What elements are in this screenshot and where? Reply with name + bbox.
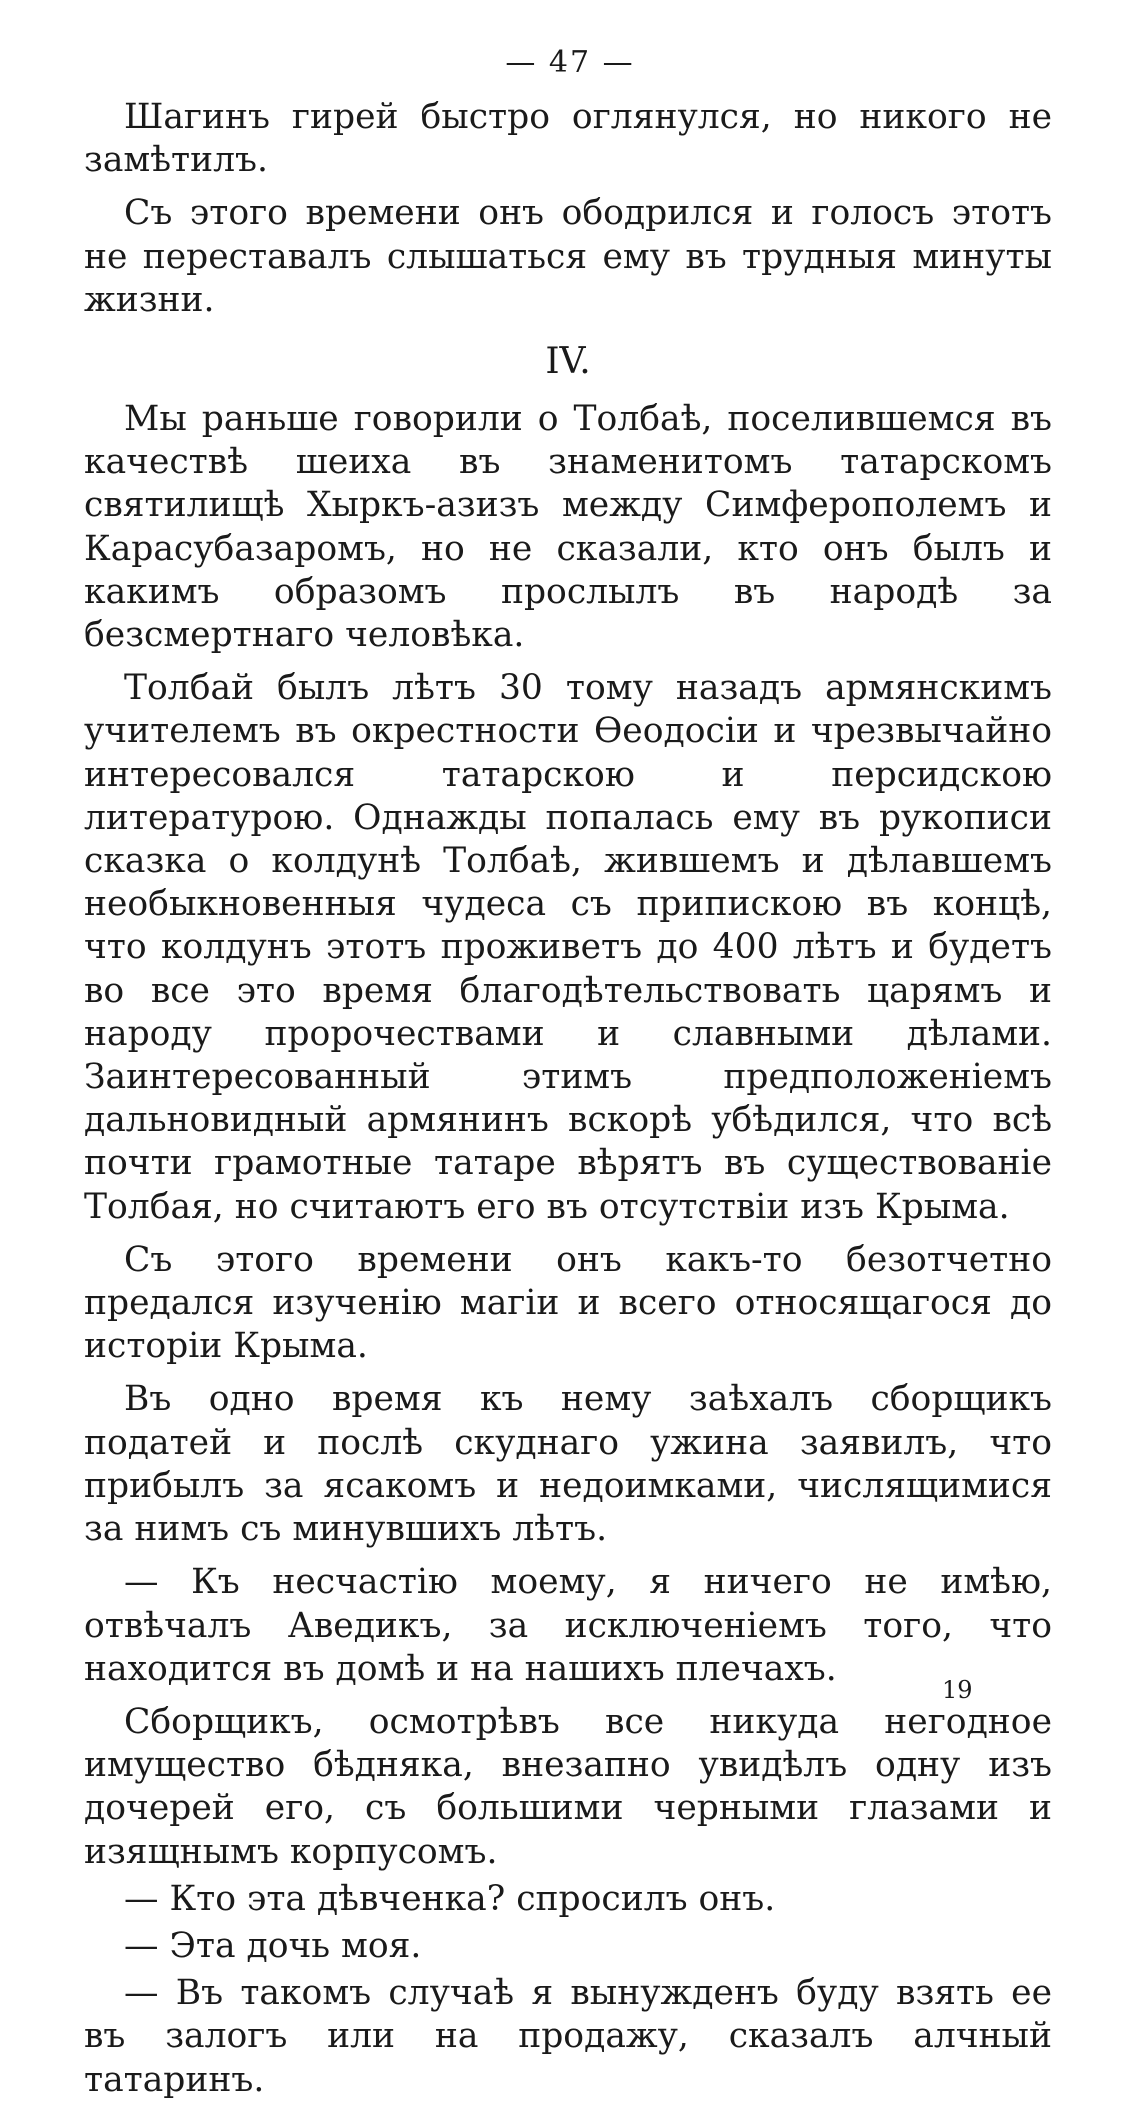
chapter-heading: IV. bbox=[545, 341, 591, 383]
page-number: — 47 — bbox=[505, 45, 635, 80]
paragraph: Шагинъ гирей быстро оглянулся, но никого не замѣтилъ. bbox=[84, 97, 1052, 181]
page-text bbox=[84, 96, 1052, 2102]
paragraph: Съ этого времени онъ ободрился и голосъ этотъ не переставалъ слышаться ему въ трудныя минуты жизни. bbox=[84, 193, 1052, 320]
dialogue-paragraph: — Къ несчастію моему, я ничего не имѣю, отвѣчалъ Аведикъ, за исключеніемъ того, что находится въ домѣ и на нашихъ плечахъ. bbox=[84, 1562, 1052, 1689]
paragraph: Мы раньше говорили о Толбаѣ, поселившемся въ качествѣ шеиха въ знаменитомъ татарскомъ святилищѣ Хыркъ-азизъ между Симферополемъ и Карасубазаромъ, но не сказали, кто онъ былъ и какимъ образомъ прослылъ въ народѣ за безсмертнаго человѣка. bbox=[84, 399, 1052, 656]
dialogue-paragraph: — Въ такомъ случаѣ я вынужденъ буду взять ее въ залогъ или на продажу, сказалъ алчный татаринъ. bbox=[84, 1973, 1052, 2100]
paragraph: Сборщикъ, осмотрѣвъ все никуда негодное имущество бѣдняка, внезапно увидѣлъ одну изъ дочерей его, съ большими черными глазами и изящнымъ корпусомъ. bbox=[84, 1701, 1052, 1872]
paragraph: Толбай былъ лѣтъ 30 тому назадъ армянскимъ учителемъ въ окрестности Ѳеодосіи и чрезвычайно интересовался татарскою и персидскою литературою. Однажды попалась ему въ рукописи сказка о колдунѣ Толбаѣ, жившемъ и дѣлавшемъ необыкновенныя чудеса съ припискою въ концѣ, что колдунъ этотъ проживетъ до 400 лѣтъ и будетъ во все это время благодѣтельствовать царямъ и народу пророчествами и славными дѣлами. Заинтересованный этимъ предположеніемъ дальновидный армянинъ вскорѣ убѣдился, что всѣ почти грамотные татаре вѣрятъ въ существованіе Толбая, но считаютъ его въ отсутствіи изъ Крыма. bbox=[84, 668, 1052, 1227]
paragraph: Съ этого времени онъ какъ-то безотчетно предался изученію магіи и всего относящагося до исторіи Крыма. bbox=[84, 1239, 1052, 1367]
signature-mark: 19 bbox=[942, 1676, 973, 1704]
paragraph: Въ одно время къ нему заѣхалъ сборщикъ податей и послѣ скуднаго ужина заявилъ, что прибылъ за ясакомъ и недоимками, числящимися за нимъ съ минувшихъ лѣтъ. bbox=[84, 1379, 1052, 1550]
dialogue-paragraph: — Кто эта дѣвченка? спросилъ онъ. bbox=[124, 1878, 776, 1919]
dialogue-paragraph: — Эта дочь моя. bbox=[124, 1925, 422, 1966]
